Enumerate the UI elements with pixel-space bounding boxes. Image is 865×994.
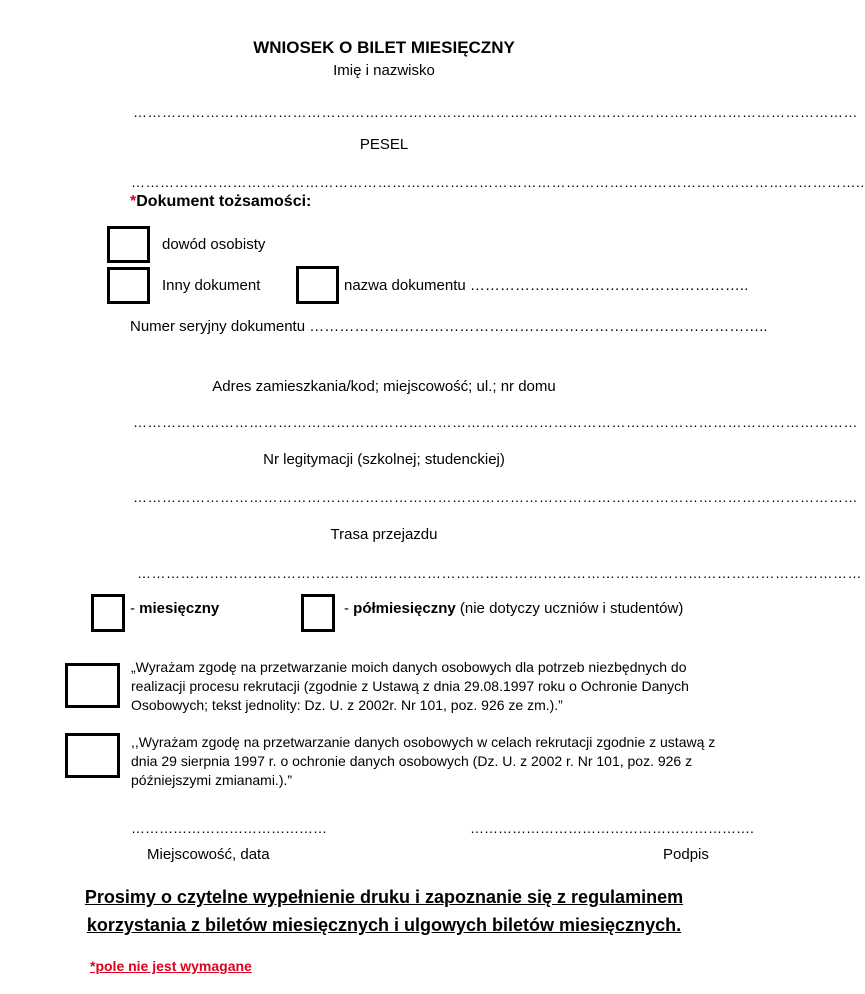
ticket-half-note: (nie dotyczy uczniów i studentów)	[455, 600, 684, 617]
document-heading	[130, 193, 311, 211]
option-id-card-label: dowód osobisty	[162, 236, 266, 253]
signature-label: Podpis	[663, 846, 709, 863]
required-footnote: *pole nie jest wymagane	[90, 958, 252, 974]
ticket-half-prefix: -	[344, 600, 354, 617]
ticket-half-monthly-label	[344, 600, 683, 617]
route-label: Trasa przejazdu	[330, 526, 438, 543]
name-label: Imię i nazwisko	[333, 62, 435, 79]
name-line[interactable]: ……………………………………………………………………………………………………………………………………	[133, 104, 858, 120]
required-asterisk: *	[130, 193, 137, 210]
serial-number-line[interactable]: Numer seryjny dokumentu ………………………………………………………………………………..	[130, 318, 768, 335]
place-date-label: Miejscowość, data	[147, 846, 270, 863]
id-card-line[interactable]: ……………………………………………………………………………………………………………………………………	[133, 489, 858, 505]
ticket-monthly-text: miesięczny	[139, 600, 220, 617]
document-name-line[interactable]: nazwa dokumentu ………………………………………………..	[344, 277, 749, 294]
checkbox-monthly[interactable]	[91, 594, 125, 632]
form-title: WNIOSEK O BILET MIESIĘCZNY	[253, 38, 515, 57]
notice-text: Prosimy o czytelne wypełnienie druku i zapoznanie się z regulaminem korzystania z biletów miesięcznych i ulgowych biletów miesięcznych.	[84, 887, 684, 935]
signature-line[interactable]: …………………………………………………….	[470, 820, 754, 836]
checkbox-document-name[interactable]	[296, 266, 339, 304]
place-date-line[interactable]: ……………………………………	[131, 820, 327, 836]
address-line[interactable]: ……………………………………………………………………………………………………………………………………	[133, 414, 858, 430]
pesel-line[interactable]: ……………………………………………………………………………………………………………………………………..	[131, 174, 865, 190]
option-other-document-label: Inny dokument	[162, 277, 261, 294]
consent-2-text: ,,Wyrażam zgodę na przetwarzanie danych osobowych w celach rekrutacji zgodnie z ustawą z dnia 29 sierpnia 1997 r. o ochronie danych osobowych (Dz. U. z 2002 r. Nr 101, poz. 926 z późniejszymi zmianami.).”	[131, 734, 716, 788]
checkbox-id-card[interactable]	[107, 226, 150, 263]
checkbox-consent-1[interactable]	[65, 663, 120, 708]
ticket-half-text: półmiesięczny	[353, 600, 456, 617]
checkbox-other-document[interactable]	[107, 267, 150, 304]
ticket-monthly-label	[130, 600, 219, 617]
ticket-monthly-prefix: -	[130, 600, 140, 617]
route-line[interactable]: ……………………………………………………………………………………………………………………………………	[137, 565, 862, 581]
pesel-label: PESEL	[359, 136, 409, 153]
checkbox-consent-2[interactable]	[65, 733, 120, 778]
document-heading-text: Dokument tożsamości:	[136, 193, 312, 210]
id-card-label: Nr legitymacji (szkolnej; studenckiej)	[263, 451, 505, 468]
consent-1-text: „Wyrażam zgodę na przetwarzanie moich danych osobowych dla potrzeb niezbędnych do realizacji procesu rekrutacji (zgodnie z Ustawą z dnia 29.08.1997 roku o Ochronie Danych Osobowych; tekst jednolity: Dz. U. z 2002r. Nr 101, poz. 926 ze zm.).”	[131, 659, 689, 713]
address-label: Adres zamieszkania/kod; miejscowość; ul.; nr domu	[212, 378, 556, 395]
checkbox-half-monthly[interactable]	[301, 594, 335, 632]
